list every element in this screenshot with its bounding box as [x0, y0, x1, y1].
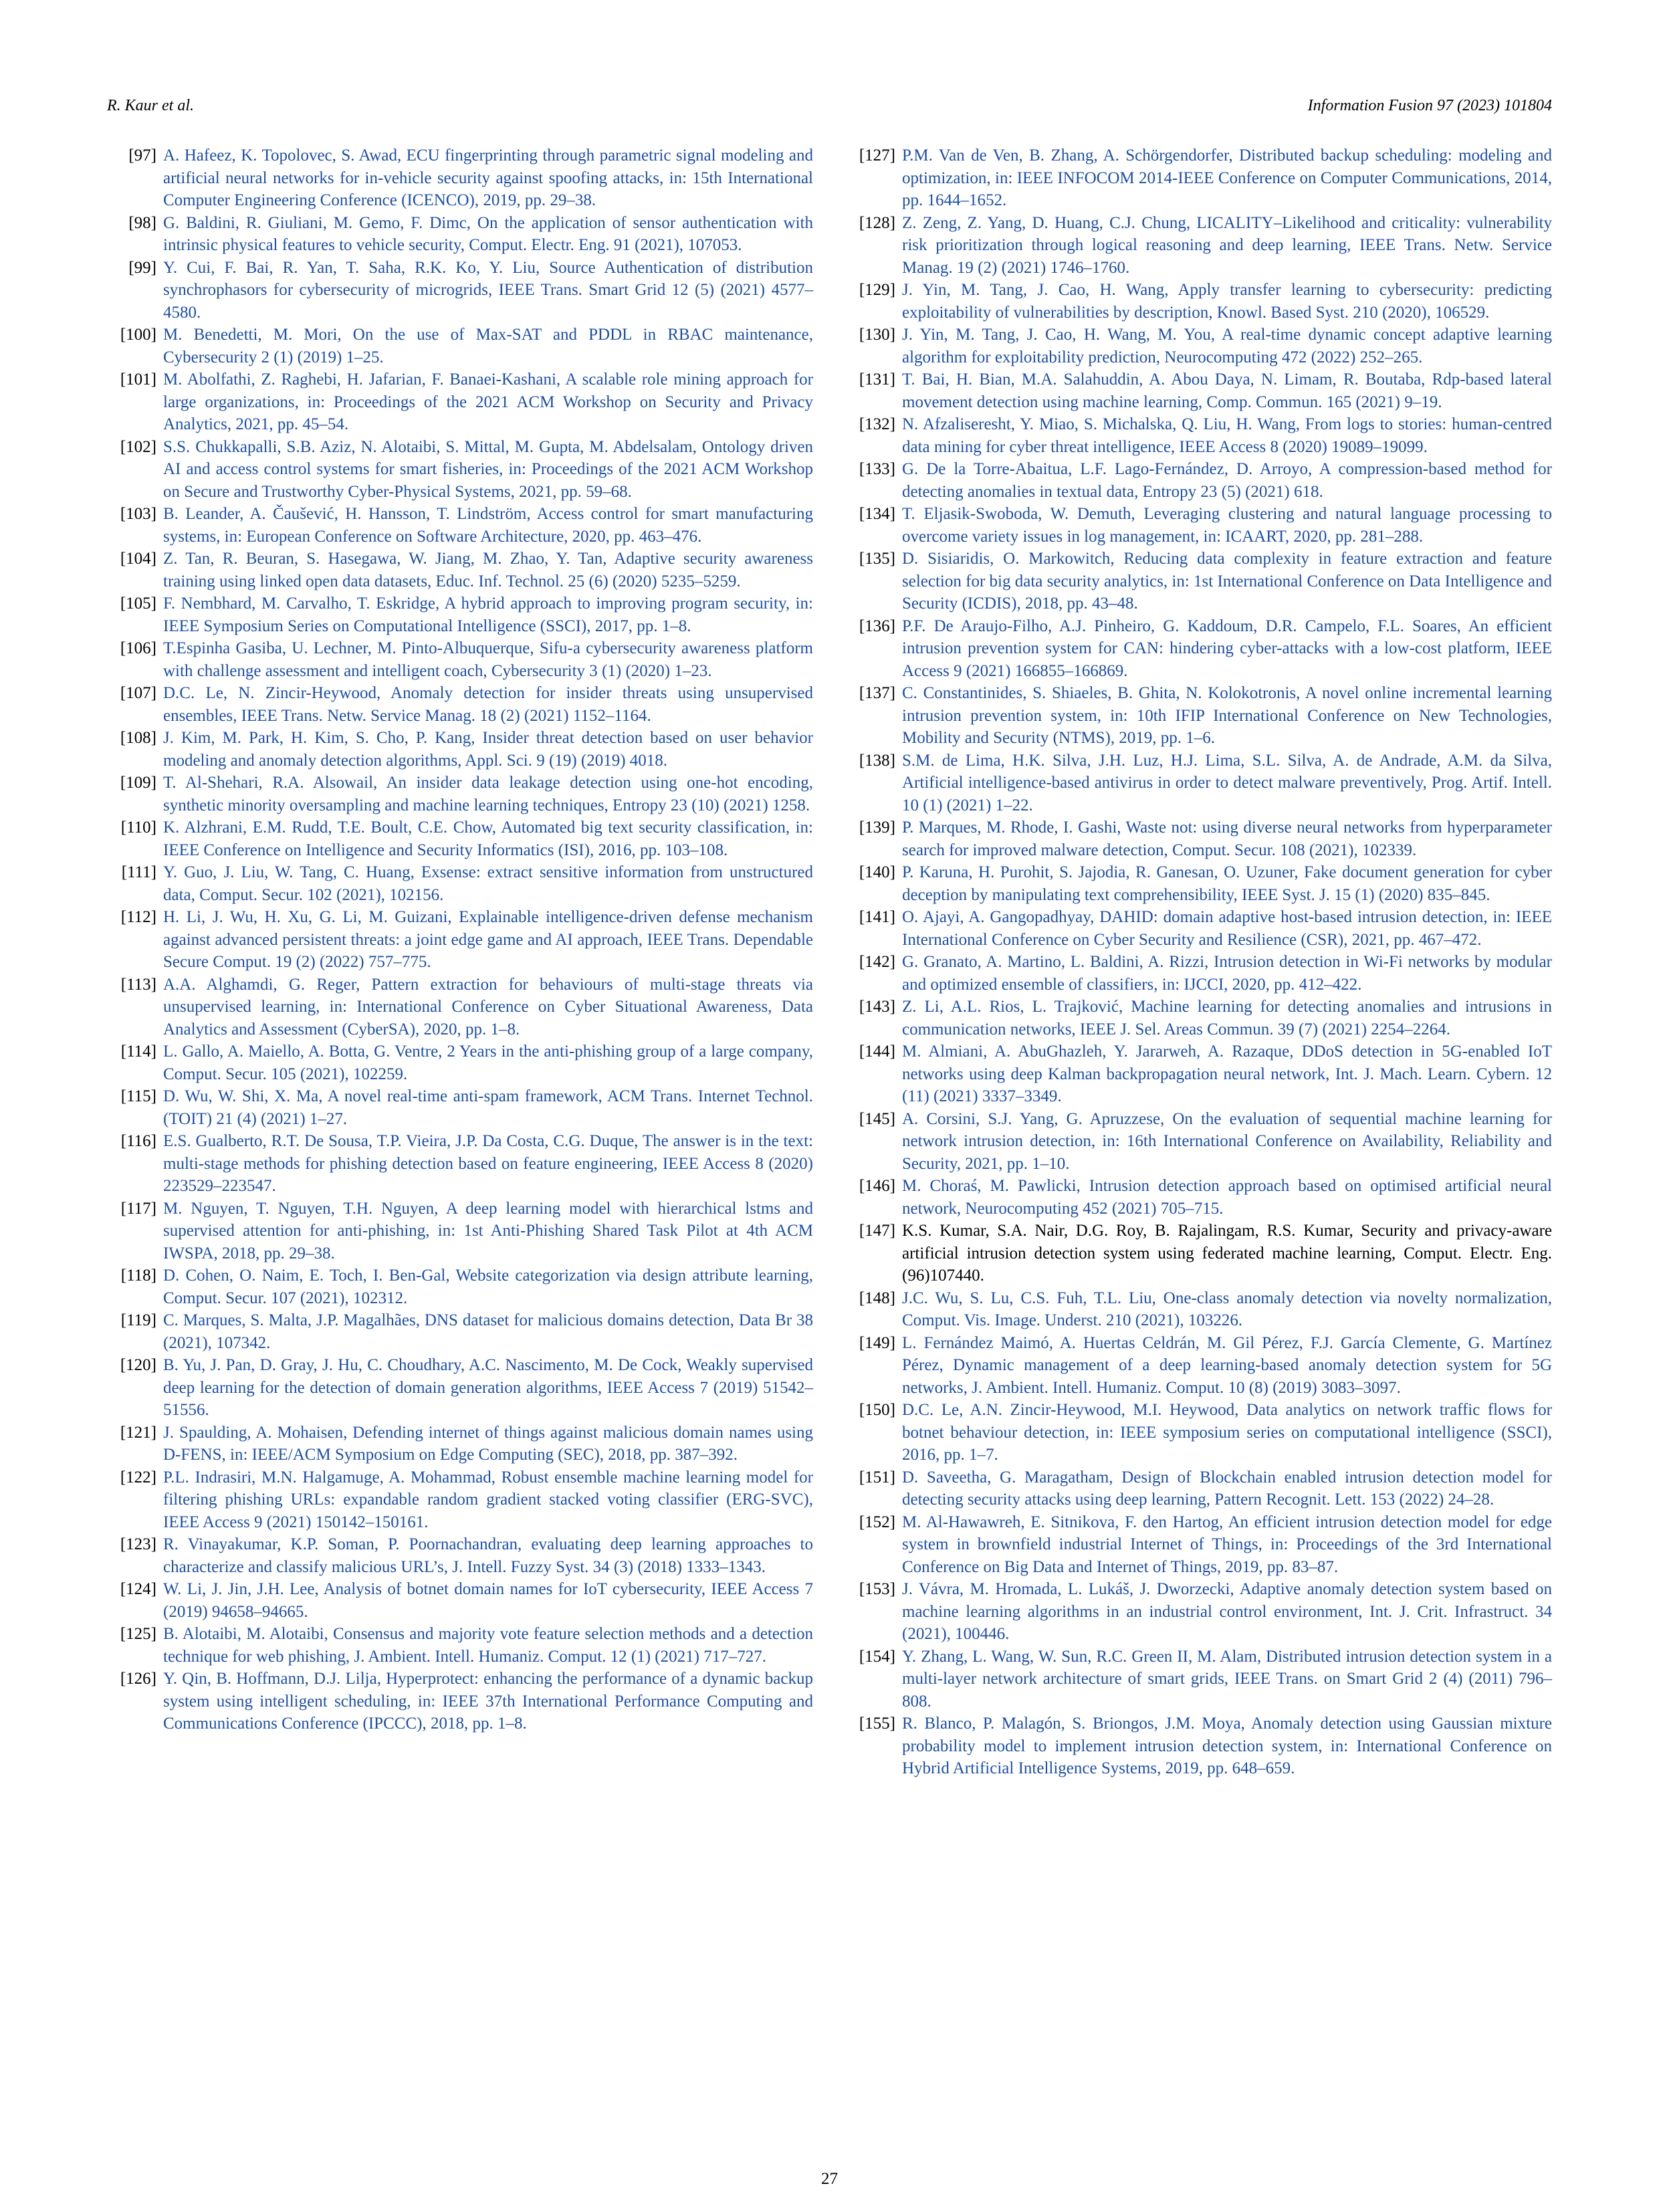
reference-link[interactable]: M. Abolfathi, Z. Raghebi, H. Jafarian, F. Banaei-Kashani, A scalable role mining approach for large organizations, in: Proceedings of the 2021 ACM Workshop on Security and Privacy Analytics, 2021, pp. 45–54. — [163, 370, 813, 433]
reference-number: [103] — [120, 505, 156, 523]
reference-item — [846, 1646, 1552, 1713]
reference-link[interactable]: G. Baldini, R. Giuliani, M. Gemo, F. Dimc, On the application of sensor authentication with intrinsic physical features to vehicle security, Comput. Electr. Eng. 91 (2021), 107053. — [163, 213, 813, 254]
reference-link[interactable]: D.C. Le, N. Zincir-Heywood, Anomaly detection for insider threats using unsupervised ensembles, IEEE Trans. Netw. Service Manag. 18 (2) (2021) 1152–1164. — [163, 684, 813, 725]
reference-number: [147] — [859, 1222, 895, 1240]
reference-number: [140] — [859, 863, 895, 881]
reference-number: [110] — [120, 818, 156, 837]
reference-item — [107, 861, 813, 906]
reference-link[interactable]: P.F. De Araujo-Filho, A.J. Pinheiro, G. Kaddoum, D.R. Campelo, F.L. Soares, An efficient intrusion prevention system for CAN: hindering cyber-attacks with a low-cost platform, IEEE Access 9 (2021) 166855–166869. — [902, 617, 1552, 680]
reference-item — [107, 144, 813, 212]
reference-number: [123] — [120, 1535, 156, 1553]
reference-item — [107, 1422, 813, 1466]
reference-item — [107, 212, 813, 257]
reference-item — [846, 1712, 1552, 1780]
reference-number: [141] — [859, 908, 895, 926]
reference-link[interactable]: F. Nembhard, M. Carvalho, T. Eskridge, A hybrid approach to improving program security, in: IEEE Symposium Series on Computational Intelligence (SSCI), 2017, pp. 1–8. — [163, 594, 813, 635]
left-reference-column — [107, 144, 813, 1735]
reference-link[interactable]: P. Karuna, H. Purohit, S. Jajodia, R. Ganesan, O. Uzuner, Fake document generation for cyber deception by manipulating text comprehensibility, IEEE Syst. J. 15 (1) (2020) 835–845. — [902, 863, 1552, 904]
reference-link[interactable]: M. Benedetti, M. Mori, On the use of Max-SAT and PDDL in RBAC maintenance, Cybersecurity 2 (1) (2019) 1–25. — [163, 326, 813, 366]
reference-link[interactable]: K. Alzhrani, E.M. Rudd, T.E. Boult, C.E. Chow, Automated big text security classification, in: IEEE Conference on Intelligence and Security Informatics (ISI), 2016, pp. 103–108. — [163, 818, 813, 859]
reference-item — [107, 772, 813, 816]
reference-item — [107, 816, 813, 861]
reference-link[interactable]: Y. Cui, F. Bai, R. Yan, T. Saha, R.K. Ko, Y. Liu, Source Authentication of distribution synchrophasors for cybersecurity of microgrids, IEEE Trans. Smart Grid 12 (5) (2021) 4577–4580. — [163, 258, 813, 322]
reference-link[interactable]: C. Marques, S. Malta, J.P. Magalhães, DNS dataset for malicious domains detection, Data Br 38 (2021), 107342. — [163, 1311, 813, 1352]
reference-link[interactable]: P.L. Indrasiri, M.N. Halgamuge, A. Mohammad, Robust ensemble machine learning model for filtering phishing URLs: expandable random gradient stacked voting classifier (ERG-SVC), IEEE Access 9 (2021) 150142–150161. — [163, 1468, 813, 1531]
reference-item — [107, 727, 813, 772]
reference-number: [153] — [859, 1580, 895, 1598]
reference-item — [107, 637, 813, 682]
reference-number: [114] — [120, 1042, 156, 1061]
reference-link[interactable]: M. Almiani, A. AbuGhazleh, Y. Jararweh, A. Razaque, DDoS detection in 5G-enabled IoT networks using deep Kalman backpropagation neural network, Int. J. Mach. Learn. Cybern. 12 (11) (2021) 3337–3349. — [902, 1042, 1552, 1105]
right-reference-column — [846, 144, 1552, 1780]
reference-item — [846, 458, 1552, 503]
reference-item — [107, 974, 813, 1041]
reference-item — [846, 861, 1552, 906]
reference-link[interactable]: G. Granato, A. Martino, L. Baldini, A. Rizzi, Intrusion detection in Wi-Fi networks by modular and optimized ensemble of classifiers, in: IJCCI, 2020, pp. 412–422. — [902, 953, 1552, 994]
reference-link[interactable]: L. Fernández Maimó, A. Huertas Celdrán, M. Gil Pérez, F.J. García Clemente, G. Martínez Pérez, Dynamic management of a deep learning-based anomaly detection system for 5G networks, J. Ambient. Intell. Humaniz. Comput. 10 (8) (2019) 3083–3097. — [902, 1333, 1552, 1397]
journal-header: Information Fusion 97 (2023) 101804 — [1307, 97, 1552, 114]
reference-link[interactable]: T.Espinha Gasiba, U. Lechner, M. Pinto-Albuquerque, Sifu-a cybersecurity awareness platform with challenge assessment and intelligent coach, Cybersecurity 3 (1) (2020) 1–23. — [163, 639, 813, 680]
reference-link[interactable]: J. Spaulding, A. Mohaisen, Defending internet of things against malicious domain names using D-FENS, in: IEEE/ACM Symposium on Edge Computing (SEC), 2018, pp. 387–392. — [163, 1423, 813, 1464]
reference-item — [107, 257, 813, 324]
reference-link[interactable]: J. Kim, M. Park, H. Kim, S. Cho, P. Kang, Insider threat detection based on user behavior modeling and anomaly detection algorithms, Appl. Sci. 9 (19) (2019) 4018. — [163, 729, 813, 770]
reference-item — [846, 548, 1552, 615]
reference-item — [107, 1668, 813, 1735]
reference-number: [121] — [120, 1423, 156, 1442]
page-number: 27 — [821, 2170, 838, 2188]
reference-link[interactable]: S.M. de Lima, H.K. Silva, J.H. Luz, H.J. Lima, S.L. Silva, A. de Andrade, A.M. da Silva, Artificial intelligence-based antivirus in order to detect malware preventively, Prog. Artif. Intell. 10 (1) (2021) 1–22. — [902, 751, 1552, 814]
reference-number: [143] — [859, 998, 895, 1016]
reference-number: [109] — [120, 774, 156, 792]
reference-number: [137] — [859, 684, 895, 702]
reference-number: [148] — [859, 1289, 895, 1307]
reference-link[interactable]: A. Corsini, S.J. Yang, G. Apruzzese, On the evaluation of sequential machine learning for network intrusion detection, in: 16th International Conference on Availability, Reliability and Security, 2021, pp. 1–10. — [902, 1109, 1552, 1173]
reference-item — [846, 368, 1552, 413]
reference-link[interactable]: Z. Li, A.L. Rios, L. Trajković, Machine learning for detecting anomalies and intrusions in communication networks, IEEE J. Sel. Areas Commun. 39 (7) (2021) 2254–2264. — [902, 998, 1552, 1038]
reference-link[interactable]: B. Leander, A. Čaušević, H. Hansson, T. Lindström, Access control for smart manufacturing systems, in: European Conference on Software Architecture, 2020, pp. 463–476. — [163, 505, 813, 546]
reference-link[interactable]: R. Vinayakumar, K.P. Soman, P. Poornachandran, evaluating deep learning approaches to characterize and classify malicious URL’s, J. Intell. Fuzzy Syst. 34 (3) (2018) 1333–1343. — [163, 1535, 813, 1576]
reference-link[interactable]: Z. Zeng, Z. Yang, D. Huang, C.J. Chung, LICALITY–Likelihood and criticality: vulnerability risk prioritization through logical reasoning and deep learning, IEEE Trans. Netw. Service Manag. 19 (2) (2021) 1746–1760. — [902, 213, 1552, 277]
reference-item — [846, 279, 1552, 324]
reference-link[interactable]: J.C. Wu, S. Lu, C.S. Fuh, T.L. Liu, One-class anomaly detection via novelty normalization, Comput. Vis. Image. Underst. 210 (2021), 103226. — [902, 1289, 1552, 1329]
reference-number: [107] — [120, 684, 156, 702]
reference-item — [846, 1175, 1552, 1220]
reference-link[interactable]: Z. Tan, R. Beuran, S. Hasegawa, W. Jiang, M. Zhao, Y. Tan, Adaptive security awareness training using linked open data datasets, Educ. Inf. Technol. 25 (6) (2020) 5235–5259. — [163, 550, 813, 590]
reference-number: [150] — [859, 1401, 895, 1419]
reference-number: [108] — [120, 729, 156, 747]
reference-number: [139] — [859, 818, 895, 837]
reference-item — [846, 1287, 1552, 1332]
reference-item — [107, 1309, 813, 1354]
reference-item — [846, 1040, 1552, 1108]
reference-link[interactable]: B. Yu, J. Pan, D. Gray, J. Hu, C. Choudhary, A.C. Nascimento, M. De Cock, Weakly supervised deep learning for the detection of domain generation algorithms, IEEE Access 7 (2019) 51542–51556. — [163, 1356, 813, 1419]
reference-number: [116] — [120, 1132, 156, 1150]
reference-link[interactable]: O. Ajayi, A. Gangopadhyay, DAHID: domain adaptive host-based intrusion detection, in: IEEE International Conference on Cyber Security and Resilience (CSR), 2021, pp. 467–472. — [902, 908, 1552, 949]
reference-number: [104] — [120, 550, 156, 568]
reference-item — [846, 144, 1552, 212]
reference-link[interactable]: E.S. Gualberto, R.T. De Sousa, T.P. Vieira, J.P. Da Costa, C.G. Duque, The answer is in the text: multi-stage methods for phishing detection based on feature engineering, IEEE Access 8 (2020) 223529–223547. — [163, 1132, 813, 1195]
reference-item — [107, 1040, 813, 1085]
reference-link[interactable]: D. Cohen, O. Naim, E. Toch, I. Ben-Gal, Website categorization via design attribute learning, Comput. Secur. 107 (2021), 102312. — [163, 1266, 813, 1307]
reference-item — [846, 324, 1552, 368]
author-header: R. Kaur et al. — [107, 97, 194, 114]
reference-link[interactable]: L. Gallo, A. Maiello, A. Botta, G. Ventre, 2 Years in the anti-phishing group of a large company, Comput. Secur. 105 (2021), 102259. — [163, 1042, 813, 1083]
reference-item — [107, 906, 813, 974]
reference-number: [128] — [859, 213, 895, 232]
reference-link[interactable]: Y. Guo, J. Liu, W. Tang, C. Huang, Exsense: extract sensitive information from unstructured data, Comput. Secur. 102 (2021), 102156. — [163, 863, 813, 904]
reference-link[interactable]: J. Yin, M. Tang, J. Cao, H. Wang, Apply transfer learning to cybersecurity: predicting exploitability of vulnerabilities by description, Knowl. Based Syst. 210 (2020), 106529. — [902, 281, 1552, 322]
reference-number: [144] — [859, 1042, 895, 1061]
reference-item — [107, 324, 813, 368]
reference-item — [107, 368, 813, 436]
reference-link[interactable]: B. Alotaibi, M. Alotaibi, Consensus and majority vote feature selection methods and a detection technique for web phishing, J. Ambient. Intell. Humaniz. Comput. 12 (1) (2021) 717–727. — [163, 1625, 813, 1666]
reference-link[interactable]: P. Marques, M. Rhode, I. Gashi, Waste not: using diverse neural networks from hyperparameter search for improved malware detection, Comput. Secur. 108 (2021), 102339. — [902, 818, 1552, 859]
reference-item — [846, 682, 1552, 750]
reference-item — [107, 1264, 813, 1309]
reference-link[interactable]: D. Wu, W. Shi, X. Ma, A novel real-time anti-spam framework, ACM Trans. Internet Technol. (TOIT) 21 (4) (2021) 1–27. — [163, 1087, 813, 1128]
reference-number: [129] — [859, 281, 895, 299]
reference-item — [107, 1623, 813, 1668]
reference-number: [126] — [120, 1670, 156, 1688]
reference-item — [846, 1511, 1552, 1579]
reference-number: [111] — [121, 863, 156, 881]
reference-number: [119] — [120, 1311, 156, 1329]
reference-number: [117] — [120, 1199, 156, 1218]
reference-number: [120] — [120, 1356, 156, 1374]
reference-item — [107, 436, 813, 504]
reference-link[interactable]: R. Blanco, P. Malagón, S. Briongos, J.M. Moya, Anomaly detection using Gaussian mixture probability model to implement intrusion detection system, in: International Conference on Hybrid Artificial Intelligence Systems, 2019, pp. 648–659. — [902, 1715, 1552, 1777]
reference-number: [97] — [128, 146, 156, 164]
reference-number: [155] — [859, 1715, 895, 1733]
reference-item — [107, 503, 813, 548]
reference-link[interactable]: P.M. Van de Ven, B. Zhang, A. Schörgendorfer, Distributed backup scheduling: modeling and optimization, in: IEEE INFOCOM 2014-IEEE Conference on Computer Communications, 2014, pp. 1644–1652. — [902, 146, 1552, 209]
reference-number: [100] — [120, 326, 156, 344]
reference-item — [846, 906, 1552, 951]
reference-link[interactable]: H. Li, J. Wu, H. Xu, G. Li, M. Guizani, Explainable intelligence-driven defense mechanism against advanced persistent threats: a joint edge game and AI approach, IEEE Trans. Dependable Secure Comput. 19 (2) (2022) 757–775. — [163, 908, 813, 971]
reference-link[interactable]: T. Al-Shehari, R.A. Alsowail, An insider data leakage detection using one-hot encoding, synthetic minority oversampling and machine learning techniques, Entropy 23 (10) (2021) 1258. — [163, 774, 813, 814]
reference-number: [136] — [859, 617, 895, 635]
reference-item — [846, 750, 1552, 817]
reference-number: [112] — [120, 908, 156, 926]
reference-link[interactable]: G. De la Torre-Abaitua, L.F. Lago-Fernández, D. Arroyo, A compression-based method for detecting anomalies in textual data, Entropy 23 (5) (2021) 618. — [902, 460, 1552, 501]
reference-link[interactable]: S.S. Chukkapalli, S.B. Aziz, N. Alotaibi, S. Mittal, M. Gupta, M. Abdelsalam, Ontology driven AI and access control systems for smart fisheries, in: Proceedings of the 2021 ACM Workshop on Secure and Trustworthy Cyber-Physical Systems, 2021, pp. 59–68. — [163, 437, 813, 501]
reference-item — [846, 951, 1552, 996]
reference-number: [134] — [859, 505, 895, 523]
reference-item — [846, 1108, 1552, 1176]
reference-number: [115] — [120, 1087, 156, 1105]
reference-item — [107, 1354, 813, 1422]
reference-item — [846, 1399, 1552, 1466]
reference-number: [127] — [859, 146, 895, 164]
reference-number: [145] — [859, 1109, 895, 1128]
reference-link[interactable]: Y. Qin, B. Hoffmann, D.J. Lilja, Hyperprotect: enhancing the performance of a dynamic backup system using intelligent scheduling, in: IEEE 37th International Performance Computing and Communications Conference (IPCCC), 2018, pp. 1–8. — [163, 1670, 813, 1733]
reference-item — [846, 1220, 1552, 1287]
reference-link[interactable]: C. Constantinides, S. Shiaeles, B. Ghita, N. Kolokotronis, A novel online incremental learning intrusion prevention system, in: 10th IFIP International Conference on New Technologies, Mobility and Security (NTMS), 2019, pp. 1–6. — [902, 684, 1552, 747]
reference-link[interactable]: D. Saveetha, G. Maragatham, Design of Blockchain enabled intrusion detection model for detecting security attacks using deep learning, Pattern Recognit. Lett. 153 (2022) 24–28. — [902, 1468, 1552, 1509]
reference-item — [107, 1198, 813, 1265]
reference-number: [138] — [859, 751, 895, 770]
reference-number: [106] — [120, 639, 156, 657]
reference-item — [846, 816, 1552, 861]
reference-link[interactable]: M. Choraś, M. Pawlicki, Intrusion detection approach based on optimised artificial neural network, Neurocomputing 452 (2021) 705–715. — [902, 1177, 1552, 1218]
reference-number: [102] — [120, 437, 156, 456]
reference-number: [130] — [859, 326, 895, 344]
reference-link[interactable]: N. Afzaliseresht, Y. Miao, S. Michalska, Q. Liu, H. Wang, From logs to stories: human-centred data mining for cyber threat intelligence, IEEE Access 8 (2020) 19089–19099. — [902, 415, 1552, 456]
reference-number: [118] — [120, 1266, 156, 1285]
reference-item — [846, 413, 1552, 458]
reference-number: [125] — [120, 1625, 156, 1643]
reference-item — [846, 1578, 1552, 1646]
reference-number: [99] — [128, 258, 156, 277]
reference-number: [152] — [859, 1513, 895, 1531]
reference-link[interactable]: T. Eljasik-Swoboda, W. Demuth, Leveraging clustering and natural language processing to overcome variety issues in log management, in: ICAART, 2020, pp. 281–288. — [902, 505, 1552, 546]
reference-link[interactable]: J. Yin, M. Tang, J. Cao, H. Wang, M. You, A real-time dynamic concept adaptive learning algorithm for exploitability prediction, Neurocomputing 472 (2022) 252–265. — [902, 326, 1552, 366]
reference-item — [107, 1578, 813, 1623]
reference-item — [846, 1466, 1552, 1511]
reference-number: [154] — [859, 1647, 895, 1666]
reference-number: [142] — [859, 953, 895, 971]
reference-item — [107, 1130, 813, 1198]
reference-number: [124] — [120, 1580, 156, 1598]
reference-item — [846, 996, 1552, 1040]
reference-number: [151] — [859, 1468, 895, 1486]
reference-link[interactable]: D. Sisiaridis, O. Markowitch, Reducing data complexity in feature extraction and feature selection for big data security analytics, in: 1st International Conference on Data Intelligence and Security (ICDIS), 2018, pp. 43–48. — [902, 550, 1552, 613]
reference-item — [107, 592, 813, 637]
reference-number: [98] — [128, 213, 156, 232]
reference-number: [131] — [859, 370, 895, 389]
reference-item — [846, 503, 1552, 548]
running-header — [107, 97, 1552, 124]
reference-link[interactable]: Y. Zhang, L. Wang, W. Sun, R.C. Green II, M. Alam, Distributed intrusion detection system in a multi-layer network architecture of smart grids, IEEE Trans. on Smart Grid 2 (4) (2011) 796–808. — [902, 1647, 1552, 1710]
reference-link[interactable]: M. Nguyen, T. Nguyen, T.H. Nguyen, A deep learning model with hierarchical lstms and supervised attention for anti-phishing, in: 1st Anti-Phishing Shared Task Pilot at 4th ACM IWSPA, 2018, pp. 29–38. — [163, 1199, 813, 1262]
reference-number: [122] — [120, 1468, 156, 1486]
reference-item — [846, 615, 1552, 683]
reference-link[interactable]: J. Vávra, M. Hromada, L. Lukáš, J. Dworzecki, Adaptive anomaly detection system based on machine learning algorithms in an industrial control environment, Int. J. Crit. Infrastruct. 34 (2021), 100446. — [902, 1580, 1552, 1643]
reference-item — [846, 1332, 1552, 1400]
reference-link[interactable]: T. Bai, H. Bian, M.A. Salahuddin, A. Abou Daya, N. Limam, R. Boutaba, Rdp-based lateral movement detection using machine learning, Comp. Commun. 165 (2021) 9–19. — [902, 370, 1552, 411]
reference-number: [135] — [859, 550, 895, 568]
reference-number: [132] — [859, 415, 895, 433]
reference-item — [107, 1533, 813, 1578]
reference-link[interactable]: D.C. Le, A.N. Zincir-Heywood, M.I. Heywood, Data analytics on network traffic flows for botnet behaviour detection, in: IEEE symposium series on computational intelligence (SSCI), 2016, pp. 1–7. — [902, 1401, 1552, 1464]
reference-number: [101] — [120, 370, 156, 389]
reference-number: [149] — [859, 1333, 895, 1352]
reference-item — [846, 212, 1552, 280]
reference-link[interactable]: A.A. Alghamdi, G. Reger, Pattern extraction for behaviours of multi-stage threats via unsupervised learning, in: International Conference on Cyber Situational Awareness, Data Analytics and Assessment (CyberSA), 2020, pp. 1–8. — [163, 975, 813, 1038]
reference-number: [133] — [859, 460, 895, 478]
reference-link[interactable]: M. Al-Hawawreh, E. Sitnikova, F. den Hartog, An efficient intrusion detection model for edge system in brownfield industrial Internet of Things, in: Proceedings of the 3rd International Conference on Big Data and Internet of Things, 2019, pp. 83–87. — [902, 1513, 1552, 1576]
reference-item — [107, 1466, 813, 1534]
reference-number: [146] — [859, 1177, 895, 1195]
reference-number: [105] — [120, 594, 156, 613]
reference-item — [107, 682, 813, 727]
reference-item — [107, 1085, 813, 1130]
reference-text: K.S. Kumar, S.A. Nair, D.G. Roy, B. Rajalingam, R.S. Kumar, Security and privacy-aware artificial intrusion detection system using federated machine learning, Comput. Electr. Eng. (96)107440. — [902, 1222, 1552, 1285]
reference-link[interactable]: A. Hafeez, K. Topolovec, S. Awad, ECU fingerprinting through parametric signal modeling and artificial neural networks for in-vehicle security against spoofing attacks, in: 15th International Computer Engineering Conference (ICENCO), 2019, pp. 29–38. — [163, 146, 813, 209]
reference-item — [107, 548, 813, 592]
reference-number: [113] — [120, 975, 156, 994]
reference-link[interactable]: W. Li, J. Jin, J.H. Lee, Analysis of botnet domain names for IoT cybersecurity, IEEE Access 7 (2019) 94658–94665. — [163, 1580, 813, 1621]
